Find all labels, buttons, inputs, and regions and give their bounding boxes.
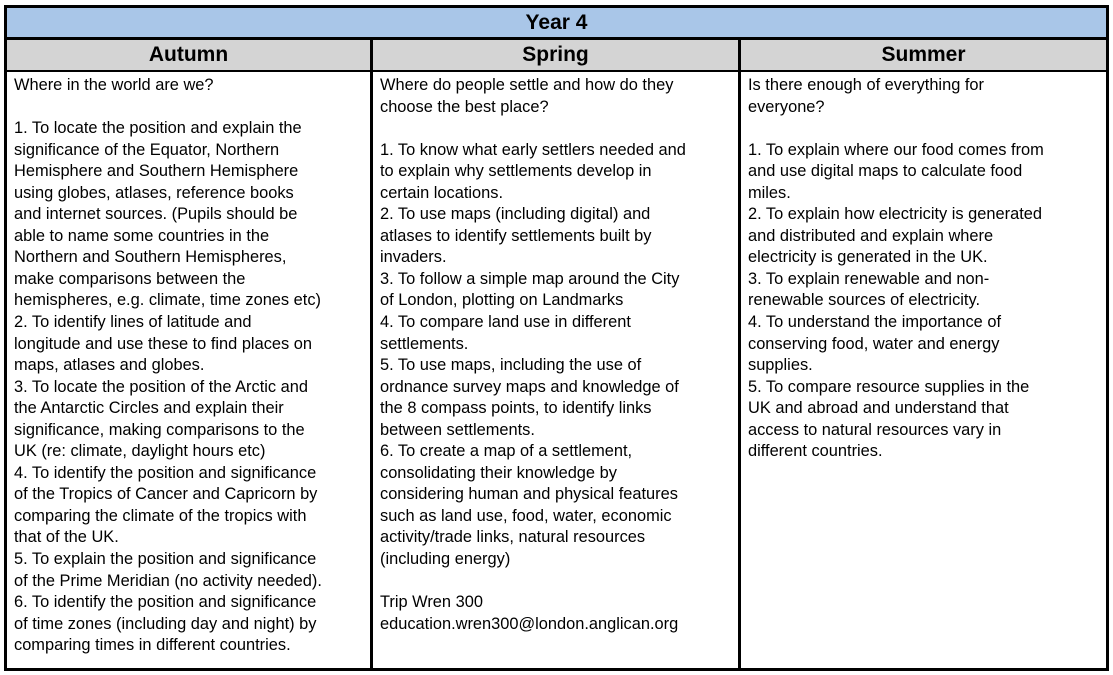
cell-text-line: and internet sources. (Pupils should be [14, 205, 298, 224]
column-heading-autumn: Autumn [7, 40, 373, 70]
cell-text-line: 2. To identify lines of latitude and [14, 313, 252, 332]
cell-text-line: different countries. [748, 442, 883, 461]
cell-text-line: activity/trade links, natural resources [380, 528, 646, 547]
cell-text-line: make comparisons between the [14, 269, 246, 288]
cell-text-line: longitude and use these to find places on [14, 334, 312, 353]
cell-text-line: education.wren300@london.anglican.org [380, 614, 679, 633]
cell-text-line: invaders. [380, 248, 447, 267]
cell-text-line: 5. To use maps, including the use of [380, 356, 642, 375]
cell-text-line: 6. To identify the position and significance [14, 593, 317, 612]
cell-text-line: 3. To locate the position of the Arctic and [14, 377, 309, 396]
cell-text-line: 2. To explain how electricity is generated [748, 205, 1042, 224]
cell-text-line: 1. To explain where our food comes from [748, 140, 1044, 159]
cell-text-line: 3. To follow a simple map around the City [380, 269, 680, 288]
blank-line [380, 571, 732, 593]
column-heading-summer: Summer [881, 43, 966, 66]
cell-text-line: maps, atlases and globes. [14, 356, 205, 375]
cell-text-line: atlases to identify settlements built by [380, 226, 652, 245]
cell-text-line: hemispheres, e.g. climate, time zones etc) [14, 291, 321, 310]
cell-text-line: certain locations. [380, 183, 503, 202]
cell-text-line: choose the best place? [380, 97, 549, 116]
summer-cell [741, 72, 1106, 668]
table-title: Year 4 [7, 8, 1106, 40]
cell-text-line: 6. To create a map of a settlement, [380, 442, 633, 461]
cell-text-line: everyone? [748, 97, 825, 116]
cell-text-line: conserving food, water and energy [748, 334, 1000, 353]
cell-text-line: Trip Wren 300 [380, 593, 483, 612]
cell-text-line: comparing the climate of the tropics with [14, 506, 307, 525]
cell-text-line: that of the UK. [14, 528, 119, 547]
content-row [7, 72, 1106, 668]
cell-text-line: 1. To locate the position and explain the [14, 119, 302, 138]
cell-text-line: 3. To explain renewable and non- [748, 269, 990, 288]
cell-text-line: between settlements. [380, 420, 535, 439]
cell-text-line: of the Prime Meridian (no activity needed). [14, 571, 322, 590]
cell-text-line: 4. To understand the importance of [748, 313, 1002, 332]
cell-text-line: consolidating their knowledge by [380, 463, 617, 482]
cell-text-line: the Antarctic Circles and explain their [14, 399, 284, 418]
autumn-cell [7, 72, 373, 668]
cell-text-line: access to natural resources vary in [748, 420, 1002, 439]
cell-text-line: the 8 compass points, to identify links [380, 399, 652, 418]
cell-text-line: comparing times in different countries. [14, 636, 291, 655]
cell-text-line: 2. To use maps (including digital) and [380, 205, 651, 224]
cell-text-line: using globes, atlases, reference books [14, 183, 294, 202]
column-heading-spring: Spring [373, 40, 741, 70]
cell-text-line: to explain why settlements develop in [380, 162, 652, 181]
cell-text-line: Northern and Southern Hemispheres, [14, 248, 287, 267]
blank-line [748, 118, 1100, 140]
cell-text-line: of London, plotting on Landmarks [380, 291, 624, 310]
cell-text-line: of the Tropics of Cancer and Capricorn by [14, 485, 318, 504]
cell-text-line: and distributed and explain where [748, 226, 994, 245]
cell-text-line: able to name some countries in the [14, 226, 270, 245]
blank-line [380, 118, 732, 140]
cell-text-line: Where in the world are we? [14, 76, 214, 94]
cell-text-line: UK (re: climate, daylight hours etc) [14, 442, 266, 461]
cell-text-line: and use digital maps to calculate food [748, 162, 1023, 181]
cell-text-line: supplies. [748, 356, 813, 375]
cell-text-line: (including energy) [380, 550, 511, 569]
cell-text-line: significance, making comparisons to the [14, 420, 305, 439]
cell-text-line: significance of the Equator, Northern [14, 140, 280, 159]
cell-text-line: ordnance survey maps and knowledge of [380, 377, 679, 396]
cell-text-line: Hemisphere and Southern Hemisphere [14, 162, 299, 181]
cell-text-line: 4. To identify the position and significance [14, 463, 317, 482]
cell-text-line: considering human and physical features [380, 485, 678, 504]
header-row [7, 40, 1106, 72]
cell-text-line: electricity is generated in the UK. [748, 248, 988, 267]
cell-text-line: settlements. [380, 334, 469, 353]
spring-cell [373, 72, 741, 668]
cell-text-line: Where do people settle and how do they [380, 76, 674, 94]
cell-text-line: renewable sources of electricity. [748, 291, 980, 310]
cell-text-line: such as land use, food, water, economic [380, 506, 672, 525]
blank-line [14, 97, 364, 119]
cell-text-line: 4. To compare land use in different [380, 313, 631, 332]
cell-text-line: 5. To explain the position and significance [14, 550, 317, 569]
cell-text-line: Is there enough of everything for [748, 76, 984, 94]
cell-text-line: UK and abroad and understand that [748, 399, 1009, 418]
cell-text-line: 1. To know what early settlers needed and [380, 140, 686, 159]
curriculum-table [4, 5, 1109, 671]
cell-text-line: miles. [748, 183, 791, 202]
cell-text-line: 5. To compare resource supplies in the [748, 377, 1030, 396]
cell-text-line: of time zones (including day and night) by [14, 614, 317, 633]
